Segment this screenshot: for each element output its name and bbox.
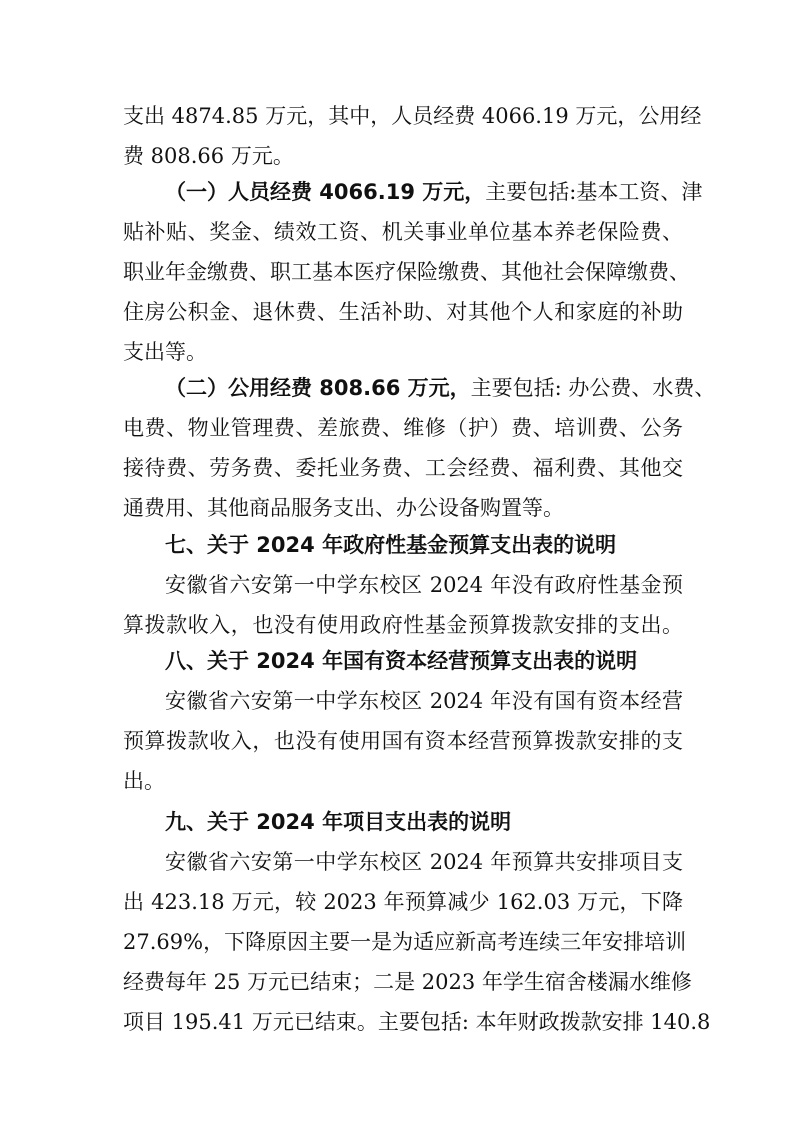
paragraph-line: 安徽省六安第一中学东校区 2024 年没有国有资本经营 xyxy=(165,689,683,713)
paragraph-line: 经费每年 25 万元已结束；二是 2023 年学生宿舍楼漏水维修 xyxy=(123,970,692,994)
paragraph-line: 费 808.66 万元。 xyxy=(123,144,294,168)
section-title-personnel: （一）人员经费 4066.19 万元， xyxy=(165,180,486,204)
paragraph-text: 主要包括:基本工资、津 xyxy=(485,180,703,204)
paragraph-line: 住房公积金、退休费、生活补助、对其他个人和家庭的补助 xyxy=(123,300,683,324)
paragraph-line: 安徽省六安第一中学东校区 2024 年预算共安排项目支 xyxy=(165,850,683,874)
section-heading-7: 七、关于 2024 年政府性基金预算支出表的说明 xyxy=(165,533,617,557)
section-title-public: （二）公用经费 808.66 万元， xyxy=(165,376,471,400)
paragraph-line: 27.69%，下降原因主要一是为适应新高考连续三年安排培训 xyxy=(123,930,687,954)
paragraph-line: 职业年金缴费、职工基本医疗保险缴费、其他社会保障缴费、 xyxy=(123,260,690,284)
paragraph-line xyxy=(165,172,703,212)
paragraph-line: 预算拨款收入，也没有使用国有资本经营预算拨款安排的支 xyxy=(123,729,683,753)
paragraph-line: 通费用、其他商品服务支出、办公设备购置等。 xyxy=(123,496,564,520)
paragraph-line: 出 423.18 万元，较 2023 年预算减少 162.03 万元，下降 xyxy=(123,890,683,914)
paragraph-line: 出。 xyxy=(123,769,165,793)
paragraph-line: 电费、物业管理费、差旅费、维修（护）费、培训费、公务 xyxy=(123,416,683,440)
paragraph-line: 算拨款收入，也没有使用政府性基金预算拨款安排的支出。 xyxy=(123,613,683,637)
paragraph-text: 主要包括: 办公费、水费、 xyxy=(470,376,716,400)
section-heading-8: 八、关于 2024 年国有资本经营预算支出表的说明 xyxy=(165,649,638,673)
section-heading-9: 九、关于 2024 年项目支出表的说明 xyxy=(165,810,512,834)
paragraph-line: 贴补贴、奖金、绩效工资、机关事业单位基本养老保险费、 xyxy=(123,220,683,244)
paragraph-line xyxy=(165,368,716,408)
paragraph-line: 支出 4874.85 万元，其中，人员经费 4066.19 万元，公用经 xyxy=(123,104,702,128)
paragraph-line: 项目 195.41 万元已结束。主要包括: 本年财政拨款安排 140.8 xyxy=(123,1010,711,1034)
paragraph-line: 安徽省六安第一中学东校区 2024 年没有政府性基金预 xyxy=(165,573,683,597)
paragraph-line: 接待费、劳务费、委托业务费、工会经费、福利费、其他交 xyxy=(123,456,683,480)
paragraph-line: 支出等。 xyxy=(123,340,207,364)
